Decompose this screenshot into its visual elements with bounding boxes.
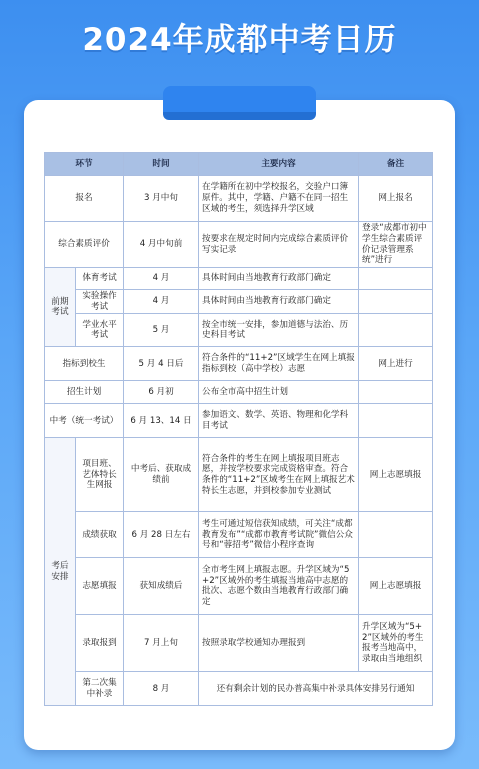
stage-cell: 项目班、艺体特长生网报: [76, 438, 124, 512]
content-cell: 按全市统一安排，参加道德与法治、历史科目考试: [199, 314, 359, 347]
group-cell: 前期考试: [45, 268, 76, 347]
table-row: [45, 290, 433, 314]
header-content: 主要内容: [199, 153, 359, 176]
time-cell: 8 月: [124, 672, 199, 706]
content-cell: 符合条件的“11+2”区域学生在网上填报指标到校（高中学校）志愿: [199, 347, 359, 381]
page-title: 2024年成都中考日历: [82, 22, 397, 58]
table-row: [45, 558, 433, 615]
note-cell: 登录“成都市初中学生综合素质评价记录管理系统”进行: [359, 222, 433, 268]
table-row: [45, 176, 433, 222]
note-cell: 升学区域为“5+2”区域外的考生报考当地高中，录取由当地组织: [359, 615, 433, 672]
stage-cell: 录取报到: [76, 615, 124, 672]
note-cell: 网上报名: [359, 176, 433, 222]
time-cell: 6 月 13、14 日: [124, 404, 199, 438]
table-row: [45, 512, 433, 558]
stage-cell: 学业水平考试: [76, 314, 124, 347]
time-cell: 6 月初: [124, 381, 199, 404]
note-cell: [359, 290, 433, 314]
table-header-row: [45, 153, 433, 176]
time-cell: 5 月 4 日后: [124, 347, 199, 381]
group-cell: 考后安排: [45, 438, 76, 706]
content-cell: 在学籍所在初中学校报名，交验户口簿原件。其中，学籍、户籍不在同一招生区域的考生，须选择升学区域: [199, 176, 359, 222]
stage-cell: 招生计划: [45, 381, 124, 404]
card-tab: [163, 86, 316, 114]
content-cell: 公布全市高中招生计划: [199, 381, 359, 404]
note-cell: [359, 512, 433, 558]
table-row: [45, 314, 433, 347]
note-cell: [359, 404, 433, 438]
time-cell: 6 月 28 日左右: [124, 512, 199, 558]
content-cell: 还有剩余计划的民办普高集中补录具体安排另行通知: [199, 672, 433, 706]
stage-cell: 志愿填报: [76, 558, 124, 615]
schedule-table: [44, 152, 433, 706]
stage-cell: 报名: [45, 176, 124, 222]
card-tab-shadow: [163, 112, 316, 120]
time-cell: 4 月中旬前: [124, 222, 199, 268]
table-row: [45, 404, 433, 438]
note-cell: [359, 268, 433, 290]
content-cell: 考生可通过短信获知成绩，可关注“成都教育发布”“成都市教育考试院”微信公众号和“蓉招考”微信小程序查询: [199, 512, 359, 558]
content-cell: 符合条件的考生在网上填报项目班志愿，并按学校要求完成资格审查。符合条件的“11+2”区域考生在网上填报艺术特长生志愿，并到校参加专业测试: [199, 438, 359, 512]
table-row: [45, 268, 433, 290]
header-time: 时间: [124, 153, 199, 176]
content-cell: 参加语文、数学、英语、物理和化学科目考试: [199, 404, 359, 438]
header-note: 备注: [359, 153, 433, 176]
table-row: [45, 672, 433, 706]
stage-cell: 第二次集中补录: [76, 672, 124, 706]
content-cell: 具体时间由当地教育行政部门确定: [199, 268, 359, 290]
time-cell: 5 月: [124, 314, 199, 347]
content-cell: 具体时间由当地教育行政部门确定: [199, 290, 359, 314]
time-cell: 中考后、获取成绩前: [124, 438, 199, 512]
note-cell: 网上志愿填报: [359, 438, 433, 512]
time-cell: 4 月: [124, 268, 199, 290]
time-cell: 3 月中旬: [124, 176, 199, 222]
table-row: [45, 615, 433, 672]
header-stage: 环节: [45, 153, 124, 176]
table-row: [45, 438, 433, 512]
note-cell: [359, 381, 433, 404]
time-cell: 7 月上旬: [124, 615, 199, 672]
content-cell: 全市考生网上填报志愿。升学区域为“5+2”区域外的考生填报当地高中志愿的批次、志愿个数由当地教育行政部门确定: [199, 558, 359, 615]
content-cell: 按要求在规定时间内完成综合素质评价写实记录: [199, 222, 359, 268]
table-row: [45, 222, 433, 268]
stage-cell: 成绩获取: [76, 512, 124, 558]
stage-cell: 指标到校生: [45, 347, 124, 381]
note-cell: 网上志愿填报: [359, 558, 433, 615]
stage-cell: 中考（统一考试）: [45, 404, 124, 438]
note-cell: 网上进行: [359, 347, 433, 381]
table-row: [45, 347, 433, 381]
time-cell: 获知成绩后: [124, 558, 199, 615]
time-cell: 4 月: [124, 290, 199, 314]
stage-cell: 综合素质评价: [45, 222, 124, 268]
stage-cell: 体育考试: [76, 268, 124, 290]
content-cell: 按照录取学校通知办理报到: [199, 615, 359, 672]
table-row: [45, 381, 433, 404]
stage-cell: 实验操作考试: [76, 290, 124, 314]
note-cell: [359, 314, 433, 347]
